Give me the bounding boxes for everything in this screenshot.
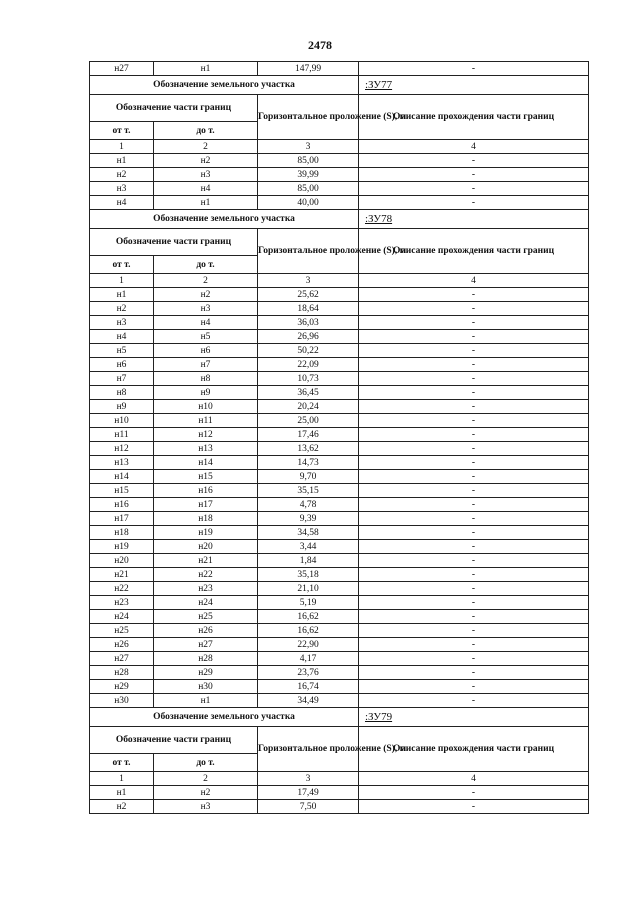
from-point: н10 (90, 414, 154, 428)
from-point: н1 (90, 154, 154, 168)
from-point: н12 (90, 442, 154, 456)
segment-length: 22,90 (258, 638, 359, 652)
from-point: н4 (90, 330, 154, 344)
segment-description: - (359, 800, 589, 814)
table-row (90, 680, 589, 694)
to-point: н3 (154, 302, 258, 316)
to-point: н14 (154, 456, 258, 470)
table-row (90, 666, 589, 680)
segment-description: - (359, 540, 589, 554)
segment-description: - (359, 316, 589, 330)
segment-description: - (359, 638, 589, 652)
parcel-title-row (90, 76, 589, 95)
table-row (90, 568, 589, 582)
from-point: н20 (90, 554, 154, 568)
from-point: н24 (90, 610, 154, 624)
segment-description: - (359, 182, 589, 196)
from-point: н8 (90, 386, 154, 400)
segment-description: - (359, 596, 589, 610)
part-header: Обозначение части границ (90, 727, 258, 754)
to-point: н4 (154, 182, 258, 196)
to-point: н24 (154, 596, 258, 610)
table-row (90, 484, 589, 498)
table-row (90, 414, 589, 428)
segment-length: 17,46 (258, 428, 359, 442)
from-point: н27 (90, 652, 154, 666)
segment-length: 16,74 (258, 680, 359, 694)
to-point: н5 (154, 330, 258, 344)
segment-length: 1,84 (258, 554, 359, 568)
segment-description: - (359, 568, 589, 582)
parcel-title-row (90, 708, 589, 727)
column-index-row (90, 772, 589, 786)
to-point: н2 (154, 786, 258, 800)
segment-description: - (359, 168, 589, 182)
to-point: н19 (154, 526, 258, 540)
segment-length: 147,99 (258, 62, 359, 76)
to-point: н20 (154, 540, 258, 554)
segment-description: - (359, 414, 589, 428)
parcel-title-label: Обозначение земельного участка (90, 708, 359, 727)
segment-description: - (359, 400, 589, 414)
segment-length: 7,50 (258, 800, 359, 814)
segment-length: 26,96 (258, 330, 359, 344)
parcel-title-label: Обозначение земельного участка (90, 210, 359, 229)
table-row (90, 582, 589, 596)
to-point: н16 (154, 484, 258, 498)
to-point: н27 (154, 638, 258, 652)
col-index-3: 3 (258, 140, 359, 154)
segment-description: - (359, 652, 589, 666)
part-header: Обозначение части границ (90, 229, 258, 256)
from-point: н16 (90, 498, 154, 512)
table-row (90, 428, 589, 442)
segment-length: 50,22 (258, 344, 359, 358)
to-point: н1 (154, 196, 258, 210)
from-point: н13 (90, 456, 154, 470)
to-point: н26 (154, 624, 258, 638)
from-point: н3 (90, 316, 154, 330)
segment-length: 13,62 (258, 442, 359, 456)
segment-length: 85,00 (258, 154, 359, 168)
segment-description: - (359, 666, 589, 680)
segment-length: 21,10 (258, 582, 359, 596)
segment-length: 25,00 (258, 414, 359, 428)
to-point: н10 (154, 400, 258, 414)
segment-length: 10,73 (258, 372, 359, 386)
segment-length: 85,00 (258, 182, 359, 196)
segment-length: 23,76 (258, 666, 359, 680)
to-point: н4 (154, 316, 258, 330)
from-point: н28 (90, 666, 154, 680)
length-header: Горизонтальное проложение (S), м (258, 727, 359, 772)
from-point: н17 (90, 512, 154, 526)
header-row (90, 727, 589, 754)
from-header: от т. (90, 754, 154, 772)
parcel-id: :ЗУ78 (359, 210, 589, 229)
boundary-table (89, 61, 589, 814)
table-row (90, 610, 589, 624)
parcel-id: :ЗУ77 (359, 76, 589, 95)
to-point: н12 (154, 428, 258, 442)
table-row (90, 386, 589, 400)
segment-description: - (359, 512, 589, 526)
to-point: н3 (154, 168, 258, 182)
from-point: н1 (90, 786, 154, 800)
length-header: Горизонтальное проложение (S), м (258, 95, 359, 140)
from-point: н26 (90, 638, 154, 652)
to-point: н15 (154, 470, 258, 484)
table-row (90, 358, 589, 372)
page-number: 2478 (308, 38, 332, 52)
table-row (90, 330, 589, 344)
parcel-title-row (90, 210, 589, 229)
to-point: н28 (154, 652, 258, 666)
segment-length: 20,24 (258, 400, 359, 414)
from-point: н19 (90, 540, 154, 554)
to-point: н30 (154, 680, 258, 694)
segment-length: 9,70 (258, 470, 359, 484)
header-row (90, 229, 589, 256)
segment-length: 3,44 (258, 540, 359, 554)
table-row (90, 470, 589, 484)
col-index-2: 2 (154, 772, 258, 786)
to-point: н1 (154, 694, 258, 708)
col-index-2: 2 (154, 274, 258, 288)
table-row (90, 400, 589, 414)
to-point: н13 (154, 442, 258, 456)
col-index-1: 1 (90, 772, 154, 786)
segment-description: - (359, 456, 589, 470)
to-point: н18 (154, 512, 258, 526)
table-row (90, 694, 589, 708)
to-point: н2 (154, 154, 258, 168)
segment-length: 16,62 (258, 610, 359, 624)
segment-length: 34,58 (258, 526, 359, 540)
from-point: н3 (90, 182, 154, 196)
segment-length: 5,19 (258, 596, 359, 610)
segment-description: - (359, 786, 589, 800)
column-index-row (90, 274, 589, 288)
col-index-3: 3 (258, 772, 359, 786)
to-point: н3 (154, 800, 258, 814)
segment-description: - (359, 442, 589, 456)
to-header: до т. (154, 122, 258, 140)
col-index-4: 4 (359, 772, 589, 786)
from-point: н21 (90, 568, 154, 582)
table-row (90, 638, 589, 652)
from-point: н5 (90, 344, 154, 358)
segment-length: 17,49 (258, 786, 359, 800)
from-point: н7 (90, 372, 154, 386)
from-point: н25 (90, 624, 154, 638)
table-row (90, 344, 589, 358)
segment-length: 25,62 (258, 288, 359, 302)
from-point: н29 (90, 680, 154, 694)
col-index-1: 1 (90, 274, 154, 288)
table-row (90, 442, 589, 456)
parcel-id: :ЗУ79 (359, 708, 589, 727)
part-header: Обозначение части границ (90, 95, 258, 122)
column-index-row (90, 140, 589, 154)
table-row (90, 196, 589, 210)
description-header: Описание прохождения части границ (359, 95, 589, 140)
segment-length: 35,15 (258, 484, 359, 498)
to-point: н7 (154, 358, 258, 372)
segment-description: - (359, 680, 589, 694)
segment-description: - (359, 428, 589, 442)
col-index-2: 2 (154, 140, 258, 154)
segment-length: 39,99 (258, 168, 359, 182)
from-point: н1 (90, 288, 154, 302)
segment-length: 36,03 (258, 316, 359, 330)
table-row (90, 62, 589, 76)
col-index-4: 4 (359, 274, 589, 288)
segment-description: - (359, 344, 589, 358)
segment-length: 36,45 (258, 386, 359, 400)
segment-description: - (359, 498, 589, 512)
table-row (90, 456, 589, 470)
segment-description: - (359, 554, 589, 568)
segment-description: - (359, 330, 589, 344)
table-row (90, 526, 589, 540)
description-header: Описание прохождения части границ (359, 229, 589, 274)
from-point: н18 (90, 526, 154, 540)
segment-description: - (359, 526, 589, 540)
header-row (90, 95, 589, 122)
segment-description: - (359, 358, 589, 372)
description-header: Описание прохождения части границ (359, 727, 589, 772)
parcel-title-label: Обозначение земельного участка (90, 76, 359, 95)
table-row (90, 372, 589, 386)
length-header: Горизонтальное проложение (S), м (258, 229, 359, 274)
segment-description: - (359, 470, 589, 484)
segment-description: - (359, 582, 589, 596)
segment-length: 9,39 (258, 512, 359, 526)
segment-length: 22,09 (258, 358, 359, 372)
table-row (90, 288, 589, 302)
from-point: н27 (90, 62, 154, 76)
segment-description: - (359, 484, 589, 498)
to-point: н25 (154, 610, 258, 624)
segment-length: 14,73 (258, 456, 359, 470)
table-row (90, 512, 589, 526)
table-row (90, 182, 589, 196)
table-row (90, 800, 589, 814)
segment-description: - (359, 62, 589, 76)
to-point: н17 (154, 498, 258, 512)
table-row (90, 624, 589, 638)
table-row (90, 498, 589, 512)
segment-length: 4,78 (258, 498, 359, 512)
to-point: н2 (154, 288, 258, 302)
from-point: н6 (90, 358, 154, 372)
segment-length: 4,17 (258, 652, 359, 666)
segment-description: - (359, 610, 589, 624)
segment-description: - (359, 624, 589, 638)
segment-description: - (359, 302, 589, 316)
segment-length: 16,62 (258, 624, 359, 638)
segment-description: - (359, 288, 589, 302)
segment-description: - (359, 154, 589, 168)
col-index-1: 1 (90, 140, 154, 154)
to-point: н23 (154, 582, 258, 596)
from-point: н30 (90, 694, 154, 708)
segment-length: 34,49 (258, 694, 359, 708)
from-point: н22 (90, 582, 154, 596)
from-point: н11 (90, 428, 154, 442)
segment-description: - (359, 694, 589, 708)
to-header: до т. (154, 256, 258, 274)
to-point: н21 (154, 554, 258, 568)
to-point: н22 (154, 568, 258, 582)
from-point: н14 (90, 470, 154, 484)
from-point: н9 (90, 400, 154, 414)
table-row (90, 302, 589, 316)
table-row (90, 540, 589, 554)
segment-description: - (359, 372, 589, 386)
table-row (90, 652, 589, 666)
table-row (90, 168, 589, 182)
table-row (90, 154, 589, 168)
table-row (90, 554, 589, 568)
table-row (90, 596, 589, 610)
to-point: н11 (154, 414, 258, 428)
to-point: н6 (154, 344, 258, 358)
from-header: от т. (90, 256, 154, 274)
to-point: н29 (154, 666, 258, 680)
col-index-4: 4 (359, 140, 589, 154)
to-point: н1 (154, 62, 258, 76)
segment-description: - (359, 196, 589, 210)
to-point: н9 (154, 386, 258, 400)
from-point: н2 (90, 168, 154, 182)
col-index-3: 3 (258, 274, 359, 288)
segment-length: 35,18 (258, 568, 359, 582)
from-point: н2 (90, 800, 154, 814)
from-point: н23 (90, 596, 154, 610)
to-header: до т. (154, 754, 258, 772)
from-point: н2 (90, 302, 154, 316)
from-point: н4 (90, 196, 154, 210)
segment-description: - (359, 386, 589, 400)
table-row (90, 316, 589, 330)
table-row (90, 786, 589, 800)
from-point: н15 (90, 484, 154, 498)
to-point: н8 (154, 372, 258, 386)
from-header: от т. (90, 122, 154, 140)
segment-length: 18,64 (258, 302, 359, 316)
segment-length: 40,00 (258, 196, 359, 210)
